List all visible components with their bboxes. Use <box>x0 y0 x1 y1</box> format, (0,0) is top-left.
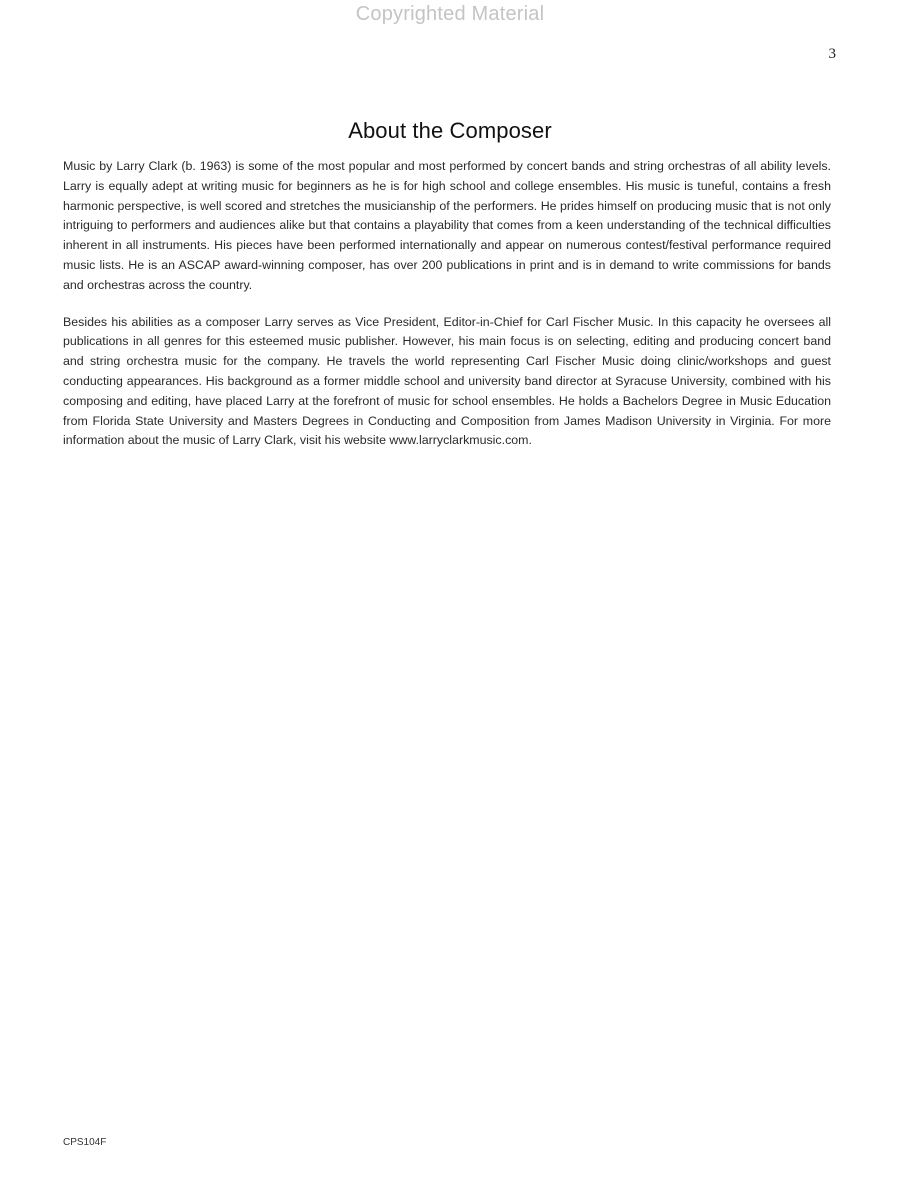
catalog-code: CPS104F <box>63 1137 107 1148</box>
composer-bio <box>63 157 831 468</box>
copyright-watermark: Copyrighted Material <box>355 3 545 25</box>
page-number: 3 <box>828 46 836 62</box>
page-title: About the Composer <box>348 118 552 143</box>
bio-paragraph-2: Besides his abilities as a composer Larry serves as Vice President, Editor-in-Chief for Carl Fischer Music. In this capacity he oversees all publications in all genres for this esteemed music publisher. However, his main focus is on selecting, editing and producing concert band and string orchestra music for the company. He travels the world representing Carl Fischer Music doing clinic/workshops and guest conducting appearances. His background as a former middle school and university band director at Syracuse University, combined with his composing and editing, have placed Larry at the forefront of music for school ensembles. He holds a Bachelors Degree in Music Education from Florida State University and Masters Degrees in Conducting and Composition from James Madison University in Virginia. For more information about the music of Larry Clark, visit his website www.larryclarkmusic.com. <box>63 314 831 448</box>
bio-paragraph-1: Music by Larry Clark (b. 1963) is some of the most popular and most performed by concert bands and string orchestras of all ability levels. Larry is equally adept at writing music for beginners as he is for high school and college ensembles. His music is tuneful, contains a fresh harmonic perspective, is well scored and stretches the musicianship of the performers. He prides himself on producing music that is not only intriguing to performers and audiences alike but that contains a playability that comes from a keen understanding of the technical difficulties inherent in all instruments. His pieces have been performed internationally and appear on numerous contest/festival performance required music lists. He is an ASCAP award-winning composer, has over 200 publications in print and is in demand to write commissions for bands and orchestras across the country. <box>63 159 831 292</box>
